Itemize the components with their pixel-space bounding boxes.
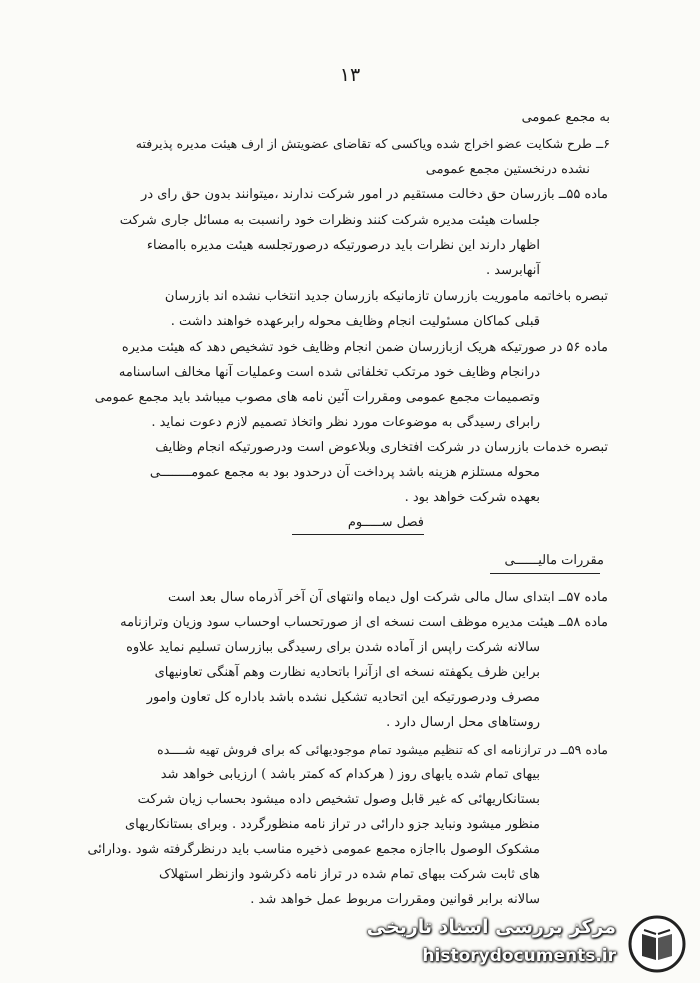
text-line: ماده ۵۹ــ در ترازنامه ای که تنظیم میشود تمام موجودیهائی که برای فروش تهیه شــــده bbox=[157, 742, 608, 757]
text-line: براین ظرف یکهفته نسخه ای ازآنرا باتحادیه نظارت وهم آهنگی تعاونیهای bbox=[154, 665, 540, 680]
watermark bbox=[366, 912, 692, 978]
text-line: روستاهای محل ارسال دارد . bbox=[386, 715, 540, 730]
text-line: منظور میشود ونباید جزو دارائی در تراز نامه منظورگردد . وبرای بستانکاریهای bbox=[124, 817, 540, 832]
text-line: اظهار دارند این نظرات باید درصورتیکه درصورتجلسه هیئت مدیره باامضاء bbox=[146, 238, 540, 253]
text-line: ماده ۵۵ــ بازرسان حق دخالت مستقیم در امور شرکت ندارند ،میتوانند بدون حق رای در bbox=[141, 187, 608, 202]
text-line: درانجام وظایف خود مرتکب تخلفاتی شده است وعملیات آنها مخالف اساسنامه bbox=[118, 365, 540, 380]
text-line: قبلی کماکان مسئولیت انجام وظایف محوله رابرعهده خواهند داشت . bbox=[170, 314, 540, 329]
text-line: به مجمع عمومی bbox=[521, 110, 610, 125]
book-logo-icon bbox=[626, 914, 688, 974]
text-line: های ثابت شرکت ببهای تمام شده در تراز نامه ذکرشود وازنظر استهلاک bbox=[158, 867, 540, 882]
text-line: بستانکاریهائی که غیر قابل وصول تشخیص داده میشود بحساب زیان شرکت bbox=[137, 792, 540, 807]
text-line: نشده درنخستین مجمع عمومی bbox=[425, 162, 590, 177]
text-line: محوله مستلزم هزینه باشد پرداخت آن درحدود بود به مجمع عمومــــــــی bbox=[149, 465, 540, 480]
text-line: سالانه شرکت راپس از آماده شدن برای رسیدگی ببازرسان تسلیم نماید علاوه bbox=[126, 640, 540, 655]
section-heading: فصل ســـــوم bbox=[347, 515, 424, 530]
text-line: مشکوک الوصول بااجازه مجمع عمومی ذخیره مناسب باید درنظرگرفته شود .ودارائی bbox=[87, 842, 540, 857]
text-line: تبصره باخاتمه ماموریت بازرسان تازمانیکه بازرسان جدید انتخاب نشده اند بازرسان bbox=[164, 289, 608, 304]
text-line: بیهای تمام شده یابهای روز ( هرکدام که کمتر باشد ) ارزیابی خواهد شد bbox=[160, 767, 540, 782]
text-line: ۶ــ طرح شکایت عضو اخراج شده ویاکسی که تقاضای عضویتش از ارف هیئت مدیره پذیرفته bbox=[135, 136, 610, 151]
text-line: رابرای رسیدگی به موضوعات مورد نظر واتخاذ تصمیم لازم دعوت نماید . bbox=[151, 415, 540, 430]
subsection-heading-underline bbox=[490, 573, 600, 574]
text-line: ماده ۵۷ــ ابتدای سال مالی شرکت اول دیماه وانتهای آن آخر آذرماه سال بعد است bbox=[167, 590, 608, 605]
text-line: آنهابرسد . bbox=[486, 263, 540, 278]
subsection-heading: مقررات مالیــــــی bbox=[504, 553, 604, 568]
text-line: مصرف ودرصورتیکه این اتحادیه تشکیل نشده باشد باداره کل تعاون وامور bbox=[146, 690, 540, 705]
text-line: سالانه برابر قوانین ومقررات مربوط عمل خواهد شد . bbox=[250, 892, 540, 907]
section-heading-underline bbox=[292, 534, 424, 535]
watermark-title: مرکز بررسی اسناد تاریخی bbox=[366, 916, 616, 938]
text-line: بعهده شرکت خواهد بود . bbox=[404, 490, 540, 505]
text-line: جلسات هیئت مدیره شرکت کنند ونظرات خود رانسبت به مسائل جاری شرکت bbox=[119, 213, 540, 228]
text-line: تبصره خدمات بازرسان در شرکت افتخاری وبلاعوض است ودرصورتیکه انجام وظایف bbox=[155, 440, 608, 455]
text-line: ماده ۵۸ــ هیئت مدیره موظف است نسخه ای از صورتحساب اوحساب سود وزیان وترازنامه bbox=[120, 615, 608, 630]
page-number: ۱۳ bbox=[339, 64, 361, 86]
watermark-url: historydocuments.ir bbox=[422, 946, 616, 966]
text-line: ماده ۵۶ در صورتیکه هریک ازبازرسان ضمن انجام وظایف خود تشخیص دهد که هیئت مدیره bbox=[121, 340, 608, 355]
text-line: وتصمیمات مجمع عمومی ومقررات آئین نامه های مصوب میباشد باید مجمع عمومی bbox=[94, 390, 540, 405]
